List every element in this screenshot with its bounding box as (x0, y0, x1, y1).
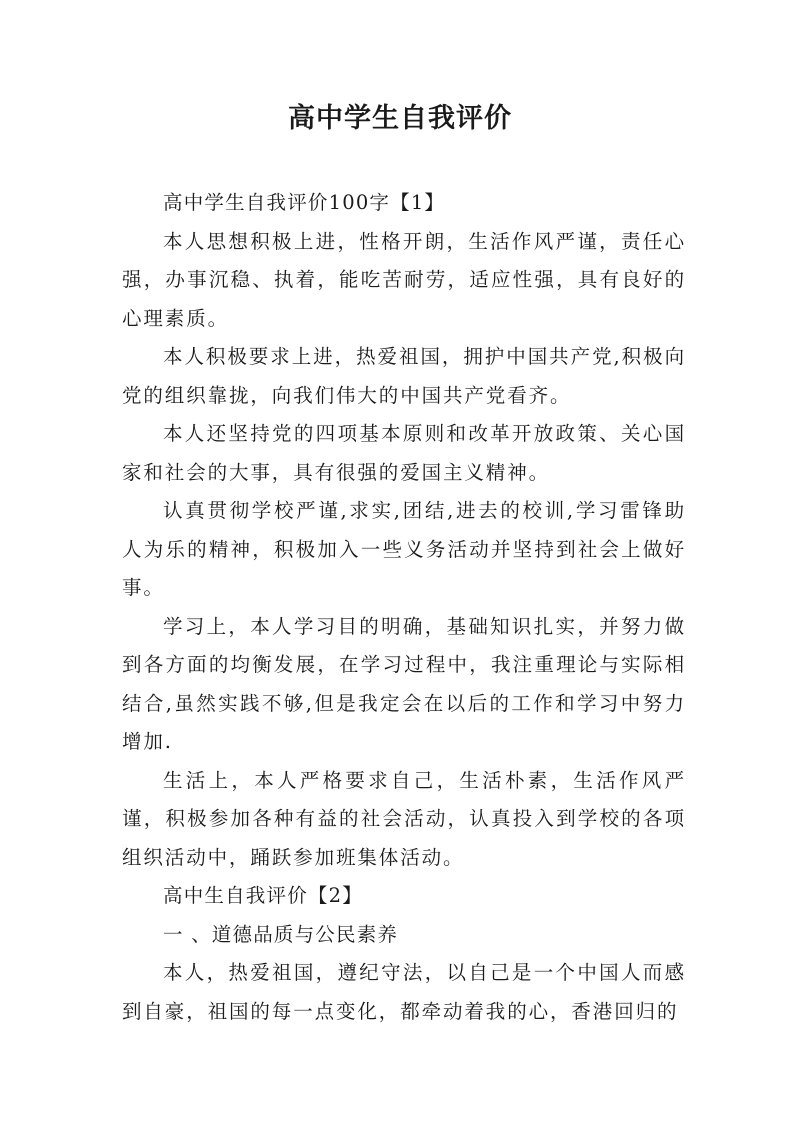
paragraph-2: 本人积极要求上进，热爱祖国，拥护中国共产党,积极向党的组织靠拢，向我们伟大的中国共产党看齐。 (122, 345, 686, 407)
subsection-heading-1: 一 、道德品质与公民素养 (163, 922, 399, 946)
paragraph-7: 本人，热爱祖国，遵纪守法，以自己是一个中国人而感到自豪，祖国的每一点变化，都牵动着我的心，香港回归的 (122, 961, 686, 1023)
paragraph-3: 本人还坚持党的四项基本原则和改革开放政策、关心国家和社会的大事，具有很强的爱国主义精神。 (122, 422, 686, 484)
document-title: 高中学生自我评价 (288, 103, 512, 134)
paragraph-5: 学习上，本人学习目的明确，基础知识扎实，并努力做到各方面的均衡发展，在学习过程中，我注重理论与实际相结合,虽然实践不够,但是我定会在以后的工作和学习中努力增加. (122, 614, 686, 753)
section-heading-1: 高中学生自我评价100字【1】 (163, 191, 446, 214)
section-heading-2: 高中生自我评价【2】 (163, 884, 363, 907)
document-body (122, 184, 686, 1031)
paragraph-6: 生活上，本人严格要求自己，生活朴素，生活作风严谨，积极参加各种有益的社会活动，认真投入到学校的各项组织活动中，踊跃参加班集体活动。 (122, 768, 686, 869)
paragraph-1: 本人思想积极上进，性格开朗，生活作风严谨，责任心强，办事沉稳、执着，能吃苦耐劳，适应性强，具有良好的心理素质。 (122, 229, 686, 330)
paragraph-4: 认真贯彻学校严谨,求实,团结,进去的校训,学习雷锋助人为乐的精神，积极加入一些义务活动并坚持到社会上做好事。 (122, 499, 686, 599)
